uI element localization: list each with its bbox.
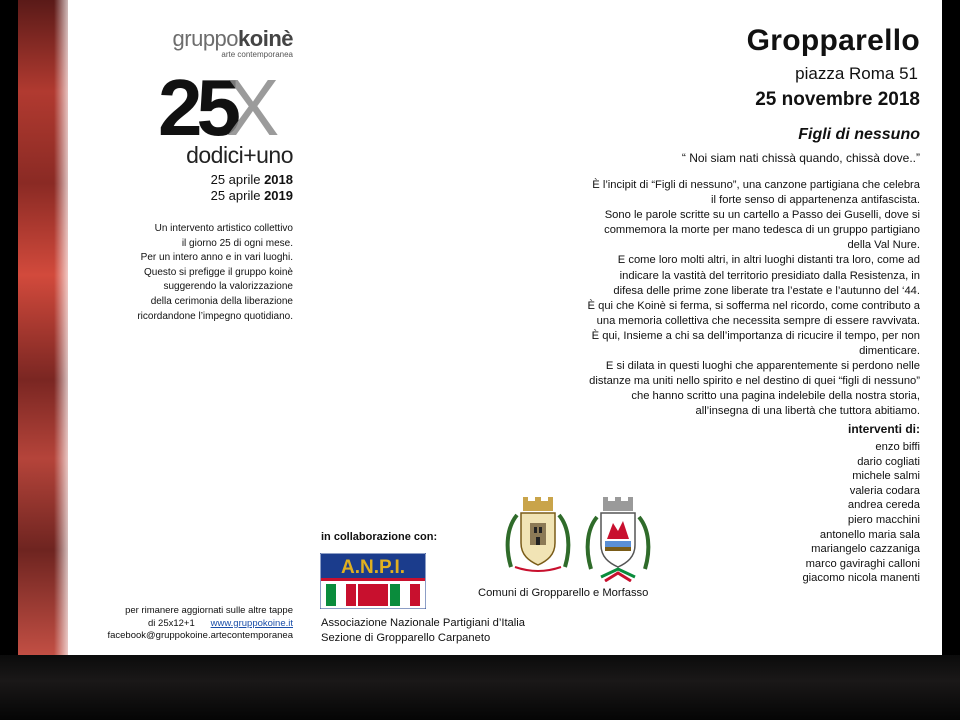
intro-line: suggerendo la valorizzazione (163, 281, 293, 293)
brand-subtitle: arte contemporanea (221, 50, 293, 59)
body-line: Sono le parole scritte su un cartello a Passo dei Guselli, dove si (604, 209, 920, 222)
body-line: della Val Nure. (847, 239, 920, 252)
brand-name-light: gruppo (172, 26, 239, 51)
body-line: commemora la morte per mano tedesca di un gruppo partigiano (604, 224, 920, 237)
body-line: che hanno scritto una pagina indelebile della nostra storia, (631, 390, 920, 403)
anpi-description (321, 616, 525, 645)
artist-name: michele salmi (852, 470, 920, 483)
intro-line: ricordandone l’impegno quotidiano. (137, 310, 293, 322)
artist-name: andrea cereda (847, 499, 920, 512)
start-date-year: 2018 (264, 172, 293, 187)
artist-name: marco gaviraghi calloni (805, 557, 920, 570)
end-date-year: 2019 (264, 188, 293, 203)
flyer-page (18, 0, 942, 655)
series-title: dodici+uno (186, 142, 293, 168)
venue-address: piazza Roma 51 (795, 64, 918, 83)
anpi-logo-text: A.N.P.I. (340, 557, 406, 578)
artist-name: enzo biffi (875, 441, 920, 453)
anpi-section: Sezione di Gropparello Carpaneto (321, 631, 491, 644)
body-line: È qui, Insieme a chi sa dell’importanza di ricucire il tempo, per non (591, 329, 920, 342)
body-line: dimenticare. (859, 345, 920, 358)
logo-letter: X (226, 70, 280, 142)
start-date (138, 172, 293, 187)
body-line: all’insegna di una libertà che tuttora abitiamo. (695, 405, 920, 418)
footer-info (68, 605, 293, 643)
artist-name: antonello maria sala (819, 528, 920, 541)
brand-name-bold: koinè (238, 26, 293, 51)
event-title: Figli di nessuno (798, 126, 920, 143)
body-text (500, 178, 920, 420)
body-line: difesa delle prime zone liberate tra l’estate e l’autunno del ‘44. (613, 284, 920, 297)
anpi-name: Associazione Nazionale Partigiani d’Italia (321, 617, 525, 629)
song-quote: “ Noi siam nati chissà quando, chissà dove..” (681, 151, 920, 165)
body-line: una memoria collettiva che necessita sempre di essere ravvivata. (596, 314, 920, 327)
artist-name: mariangelo cazzaniga (811, 543, 920, 556)
intro-line: Un intervento artistico collettivo (154, 223, 293, 234)
red-painting-strip (18, 0, 68, 655)
body-line: distanze ma uniti nello spirito e nel destino di quei “figli di nessuno” (589, 375, 920, 388)
collab-title: in collaborazione con: (321, 531, 438, 543)
body-line: E come loro molti altri, in altri luoghi distanti tra loro, come ad (617, 254, 920, 267)
body-line: È qui che Koinè si ferma, si sofferma nel ricordo, come contributo a (587, 299, 920, 312)
anpi-logo (320, 553, 426, 609)
gropparello-crest-icon (503, 497, 573, 577)
end-date (138, 188, 293, 203)
artist-list (720, 440, 920, 586)
intro-line: il giorno 25 di ogni mese. (181, 237, 293, 249)
morfasso-crest-icon (583, 497, 653, 582)
dark-background-band (0, 655, 960, 720)
intro-line: della cerimonia della liberazione (150, 295, 293, 307)
intro-text (78, 222, 293, 324)
intro-line: Questo si prefigge il gruppo koinè (144, 266, 293, 278)
website-link[interactable]: www.gruppokoine.it (210, 617, 293, 629)
artist-name: dario cogliati (857, 455, 920, 468)
body-line: E si dilata in questi luoghi che apparentemente si perdono nelle (605, 360, 920, 373)
footer-line-with-link (68, 618, 293, 631)
artist-name: piero macchini (847, 513, 920, 526)
footer-line: per rimanere aggiornati sulle altre tappe (125, 605, 293, 616)
interventi-title: interventi di: (847, 422, 920, 436)
logo-number: 25 (158, 70, 235, 142)
facebook-line: facebook@gruppokoine.artecontemporanea (107, 630, 293, 641)
body-line: indicare la vastità del territorio presidiato dalla Resistenza, in (619, 269, 920, 282)
body-line: il forte senso di appartenenza antifascista. (711, 194, 920, 207)
start-date-prefix: 25 aprile (210, 172, 265, 187)
intro-line: Per un intero anno e in vari luoghi. (140, 252, 293, 264)
end-date-prefix: 25 aprile (210, 188, 265, 203)
body-line: È l’incipit di “Figli di nessuno”, una canzone partigiana che celebra (592, 179, 920, 191)
artist-name: giacomo nicola manenti (802, 572, 920, 585)
footer-prefix: di 25x12+1 (148, 617, 195, 629)
venue-title: Gropparello (746, 24, 920, 57)
comuni-label: Comuni di Gropparello e Morfasso (478, 587, 649, 599)
logo-25x (158, 70, 298, 142)
event-date: 25 novembre 2018 (755, 89, 920, 110)
brand-name (138, 26, 293, 52)
artist-name: valeria codara (849, 484, 920, 497)
